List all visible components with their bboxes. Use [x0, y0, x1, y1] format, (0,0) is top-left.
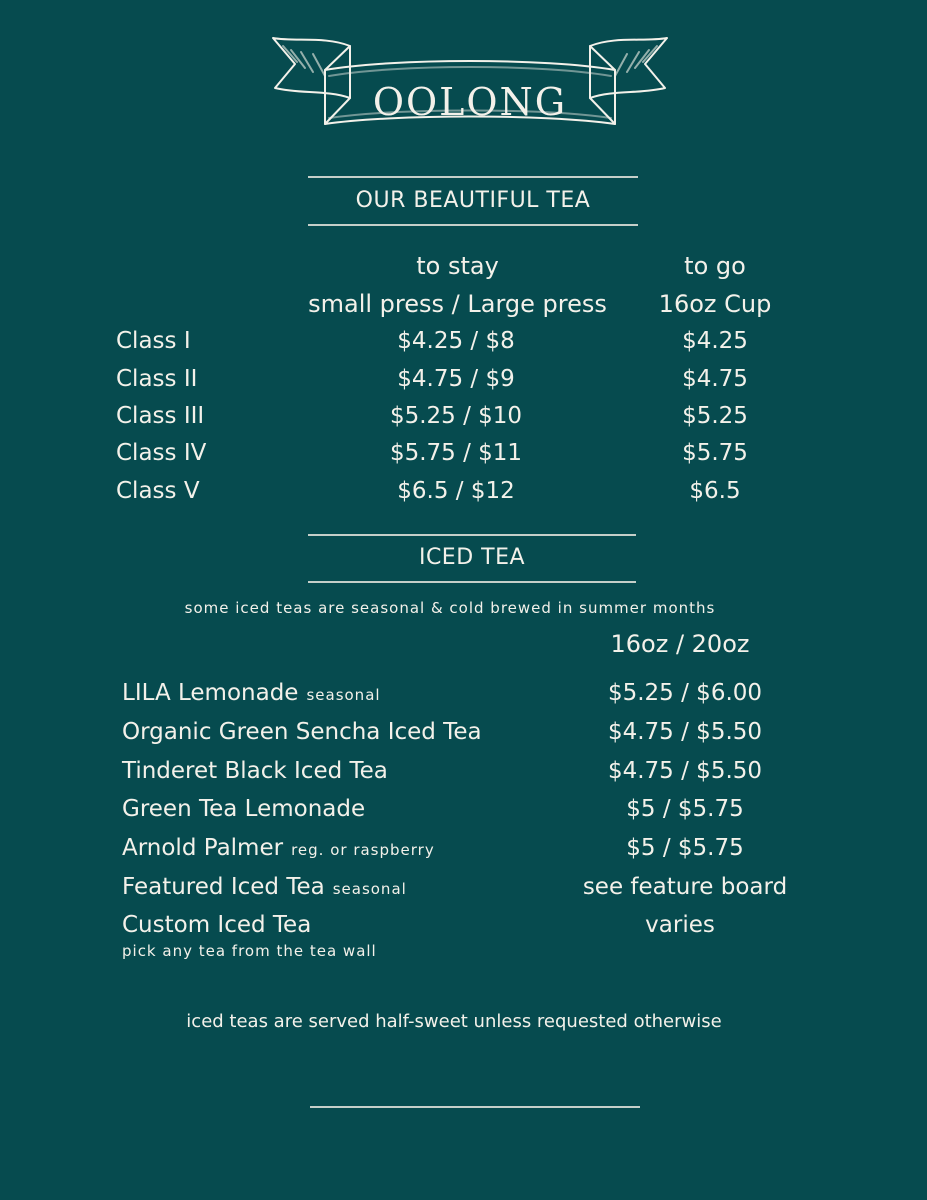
item-price: $5 / $5.75 [626, 796, 744, 822]
list-item [122, 796, 365, 822]
stay-price: $5.75 / $11 [389, 440, 523, 466]
stay-price: $4.25 / $8 [397, 328, 515, 354]
go-price: $4.25 [682, 328, 748, 354]
list-item [122, 680, 381, 706]
list-item [122, 912, 311, 938]
item-name: Custom Iced Tea [122, 912, 312, 938]
iced-size-header: 16oz / 20oz [610, 630, 750, 658]
item-name: Green Tea Lemonade [122, 796, 366, 822]
class-label: Class IV [116, 440, 207, 466]
item-name: Organic Green Sencha Iced Tea [122, 719, 482, 745]
col-go-heading: to go [684, 252, 746, 280]
section-title-iced: ICED TEA [418, 545, 526, 570]
item-name: Arnold Palmer [122, 835, 284, 861]
item-note: reg. or raspberry [291, 841, 435, 859]
item-name: Featured Iced Tea [122, 874, 325, 900]
list-item [122, 758, 388, 784]
list-item [122, 719, 482, 745]
item-price: $4.75 / $5.50 [607, 758, 763, 784]
col-stay-heading: to stay [416, 252, 499, 280]
go-price: $5.25 [682, 403, 748, 429]
page-title: OOLONG [372, 80, 568, 124]
class-label: Class V [116, 478, 200, 504]
class-label: Class I [116, 328, 191, 354]
iced-seasonal-note: some iced teas are seasonal & cold brewed in summer months [184, 599, 716, 617]
list-item [122, 874, 407, 900]
item-name: LILA Lemonade [122, 680, 299, 706]
divider [308, 176, 638, 178]
stay-price: $4.75 / $9 [397, 366, 515, 392]
class-label: Class III [116, 403, 205, 429]
item-price: see feature board [582, 874, 788, 900]
item-price: $5 / $5.75 [626, 835, 744, 861]
item-price: varies [645, 912, 715, 938]
divider [310, 1106, 640, 1108]
divider [308, 581, 636, 583]
item-note: seasonal [332, 880, 407, 898]
item-price: $5.25 / $6.00 [607, 680, 763, 706]
go-price: $4.75 [682, 366, 748, 392]
divider [308, 534, 636, 536]
list-item [122, 835, 435, 861]
col-go-subheading: 16oz Cup [658, 290, 772, 318]
go-price: $5.75 [682, 440, 748, 466]
iced-footer-note: iced teas are served half-sweet unless requested otherwise [186, 1011, 722, 1032]
divider [308, 224, 638, 226]
stay-price: $5.25 / $10 [389, 403, 523, 429]
item-subnote: pick any tea from the tea wall [122, 942, 377, 960]
stay-price: $6.5 / $12 [397, 478, 515, 504]
class-label: Class II [116, 366, 198, 392]
item-note: seasonal [306, 686, 381, 704]
col-stay-subheading: small press / Large press [308, 290, 607, 318]
item-price: $4.75 / $5.50 [607, 719, 763, 745]
item-name: Tinderet Black Iced Tea [122, 758, 388, 784]
section-title-hot: OUR BEAUTIFUL TEA [355, 188, 591, 213]
go-price: $6.5 [689, 478, 741, 504]
